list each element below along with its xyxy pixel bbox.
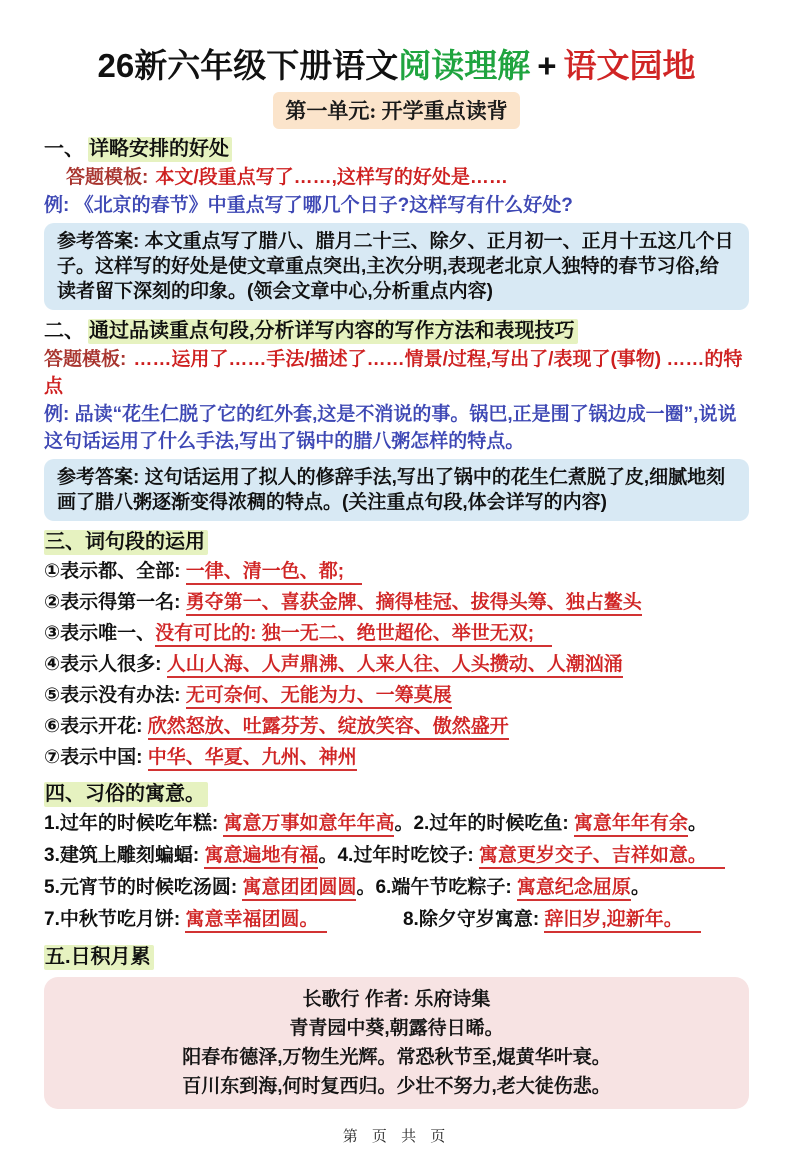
poem-title: 长歌行 作者: 乐府诗集 xyxy=(302,989,491,1010)
title-part-red: 语文园地 xyxy=(563,47,696,84)
section-2-template-line xyxy=(44,346,749,400)
poem-line: 阳春布德泽,万物生光辉。常恐秋节至,焜黄华叶衰。 xyxy=(182,1047,611,1068)
section-4-title: 四、习俗的寓意。 xyxy=(44,782,208,807)
section-1-template-line xyxy=(44,164,749,191)
section-2-title: 通过品读重点句段,分析详写内容的写作方法和表现技巧 xyxy=(88,319,578,344)
worksheet-page xyxy=(0,46,793,1168)
section-1-title: 详略安排的好处 xyxy=(88,137,232,162)
template-label: 答题模板: xyxy=(66,167,149,188)
section-2-number: 二、 xyxy=(44,320,84,342)
section-3-number: 三、 xyxy=(45,531,85,553)
section-3-heading xyxy=(44,529,749,556)
section-5-heading xyxy=(44,944,749,971)
custom-meaning-line: 5.元宵节的时候吃汤圆: 寓意团团圆圆。6.端午节吃粽子: 寓意纪念屈原。 xyxy=(44,872,749,904)
section-1-number: 一、 xyxy=(44,138,84,160)
word-usage-item: ⑦表示中国: 中华、华夏、九州、神州 xyxy=(44,742,749,773)
section-2-heading xyxy=(44,318,749,345)
page-title xyxy=(44,46,749,86)
custom-meaning-line: 1.过年的时候吃年糕: 寓意万事如意年年高。2.过年的时候吃鱼: 寓意年年有余。 xyxy=(44,808,749,840)
custom-meaning-line: 7.中秋节吃月饼: 寓意幸福团圆。 8.除夕守岁寓意: 辞旧岁,迎新年。 xyxy=(44,904,749,936)
word-usage-item: ③表示唯一、没有可比的: 独一无二、绝世超伦、举世无双; xyxy=(44,618,749,649)
section-5-number: 五. xyxy=(45,946,71,968)
template-text: 本文/段重点写了……,这样写的好处是…… xyxy=(155,167,508,188)
section-2-answer-box: 参考答案: 这句话运用了拟人的修辞手法,写出了锅中的花生仁煮脱了皮,细腻地刻画了腊八粥逐渐变得浓稠的特点。(关注重点句段,体会详写的内容) xyxy=(44,459,749,521)
section-5-title: 五.日积月累 xyxy=(44,945,154,970)
page-footer: 第 页 共 页 xyxy=(342,1128,451,1145)
title-part-green: 阅读理解 xyxy=(398,47,531,84)
template-label: 答题模板: xyxy=(44,349,127,370)
word-usage-item: ⑤表示没有办法: 无可奈何、无能为力、一筹莫展 xyxy=(44,680,749,711)
section-4-number: 四、 xyxy=(45,783,85,805)
poem-line: 百川东到海,何时复西归。少壮不努力,老大徒伤悲。 xyxy=(182,1076,611,1097)
section-1-heading xyxy=(44,136,749,163)
word-usage-item: ①表示都、全部: 一律、清一色、都; xyxy=(44,556,749,587)
title-plus-sign: + xyxy=(537,47,557,84)
poem-box xyxy=(44,977,749,1109)
poem-line: 青青园中葵,朝露待日晞。 xyxy=(289,1018,504,1039)
subtitle-row xyxy=(44,92,749,126)
template-text: ……运用了……手法/描述了……情景/过程,写出了/表现了(事物) ……的特点 xyxy=(44,349,743,397)
section-1-answer-box: 参考答案: 本文重点写了腊八、腊月二十三、除夕、正月初一、正月十五这几个日子。这样写的好处是使文章重点突出,主次分明,表现老北京人独特的春节习俗,给读者留下深刻的印象。(领会文章中心,分析重点内容) xyxy=(44,223,749,310)
unit-subtitle: 第一单元: 开学重点读背 xyxy=(273,92,519,129)
section-1-example-line: 例: 《北京的春节》中重点写了哪几个日子?这样写有什么好处? xyxy=(44,195,573,216)
title-part-black: 26新六年级下册语文 xyxy=(97,47,399,84)
word-usage-item: ④表示人很多: 人山人海、人声鼎沸、人来人往、人头攒动、人潮汹涌 xyxy=(44,649,749,680)
section-4-heading xyxy=(44,781,749,808)
custom-meaning-line: 3.建筑上雕刻蝙蝠: 寓意遍地有福。4.过年时吃饺子: 寓意更岁交子、吉祥如意。 xyxy=(44,840,749,872)
section-3-title: 三、词句段的运用 xyxy=(44,530,208,555)
section-2-example-line: 例: 品读“花生仁脱了它的红外套,这是不消说的事。锅巴,正是围了锅边成一圈”,说说这句话运用了什么手法,写出了锅中的腊八粥怎样的特点。 xyxy=(44,404,737,452)
word-usage-item: ⑥表示开花: 欣然怒放、吐露芬芳、绽放笑容、傲然盛开 xyxy=(44,711,749,742)
word-usage-item: ②表示得第一名: 勇夺第一、喜获金牌、摘得桂冠、拔得头筹、独占鳌头 xyxy=(44,587,749,618)
